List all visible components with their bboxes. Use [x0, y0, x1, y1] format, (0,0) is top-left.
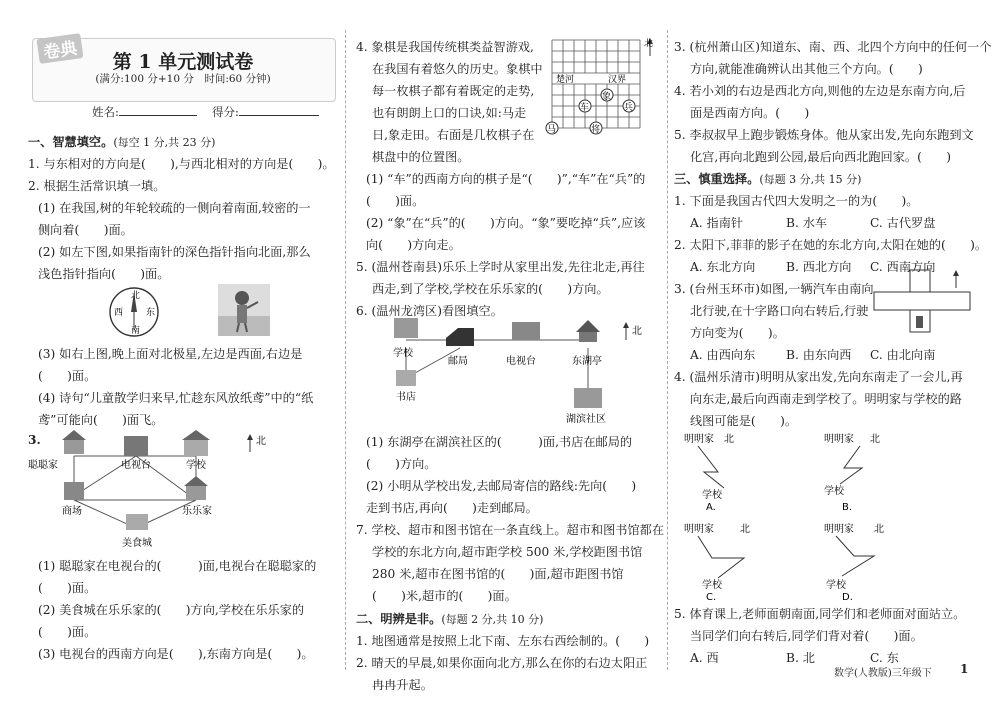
page-title: 第 1 单元测试卷	[112, 51, 254, 73]
question-4-line: 也有朗朗上口的口诀,如:马走	[372, 106, 527, 120]
option-b-label[interactable]: B.	[842, 502, 853, 513]
section-title: 三、慎重选择。	[674, 172, 760, 186]
map-label-community: 湖滨社区	[566, 414, 606, 425]
question-4-line: 在我国有着悠久的历史。象棋中	[372, 62, 543, 76]
left-column	[28, 0, 340, 706]
choice-2: 2. 太阳下,菲菲的影子在她的东北方向,太阳在她的( )。	[674, 238, 988, 252]
judge-4-cont: 面是西南方向。( )	[690, 106, 810, 120]
crossroad-figure	[874, 270, 970, 332]
chess-river-label: 楚河	[556, 75, 575, 85]
question-4-1-cont: ( )面。	[366, 194, 425, 208]
route-label-home: 明明家	[824, 434, 854, 445]
question-1: 1. 与东相对的方向是( ),与西北相对的方向是( )。	[28, 157, 335, 171]
judge-5-cont: 化宫,再向北跑到公园,最后向西北跑回家。( )	[690, 150, 952, 164]
choice-option[interactable]: A. 指南针	[690, 216, 744, 230]
choice-4-cont: 线图可能是( )。	[690, 414, 798, 428]
question-6-map	[376, 318, 656, 426]
choice-option[interactable]: A. 由西向东	[690, 348, 756, 362]
judge-3-cont: 方向,就能准确辨认出其他三个方向。( )	[690, 62, 923, 76]
choice-3: 3. (台州玉环市)如图,一辆汽车由南向	[674, 282, 874, 296]
compass-east-label: 东	[146, 308, 156, 318]
route-label-school: 学校	[702, 580, 722, 591]
choice-4: 4. (温州乐清市)明明从家出发,先向东南走了一会儿,再	[674, 370, 963, 384]
map-label-tv: 电视台	[121, 460, 151, 471]
choice-3-cont: 北行驶,在十字路口向右转后,行驶	[690, 304, 869, 318]
map-label-pavilion: 东湖亭	[572, 356, 602, 367]
column-divider	[667, 30, 669, 670]
compass-north-label: 北	[131, 291, 141, 301]
question-3-1: (1) 聪聪家在电视台的( )面,电视台在聪聪家的	[38, 559, 317, 573]
section-title: 二、明辨是非。	[356, 612, 442, 626]
choice-option[interactable]: C. 由北向南	[870, 348, 936, 362]
question-4-2: (2) “象”在“兵”的( )方向。“象”要吃掉“兵”,应该	[366, 216, 646, 230]
right-column	[674, 0, 992, 706]
question-3-map	[28, 430, 340, 554]
section-note: (每空 1 分,共 23 分)	[113, 136, 216, 149]
map-label-lele: 乐乐家	[182, 506, 212, 517]
question-4-1: (1) “车”的西南方向的棋子是“( )”,“车”在“兵”的	[366, 172, 646, 186]
compass-south-label: 南	[131, 326, 141, 336]
column-divider	[345, 30, 347, 670]
question-7-cont: 280 米,超市在图书馆的( )面,超市距图书馆	[372, 567, 624, 581]
section-note: (每题 2 分,共 10 分)	[441, 613, 544, 626]
map-label-tv: 电视台	[506, 356, 536, 367]
route-label-home: 明明家	[684, 434, 714, 445]
question-2-3-cont: ( )面。	[38, 369, 97, 383]
choice-option[interactable]: C. 西南方向	[870, 260, 936, 274]
route-label-home: 明明家	[824, 524, 854, 535]
chess-river-label: 汉界	[608, 75, 627, 85]
judge-2: 2. 晴天的早晨,如果你面向北方,那么在你的右边太阳正	[356, 656, 648, 670]
north-label: 北	[632, 326, 642, 337]
map-label-post: 邮局	[448, 356, 468, 367]
north-label: 北	[644, 39, 654, 49]
question-6-1: (1) 东湖亭在湖滨社区的( )面,书店在邮局的	[366, 435, 633, 449]
route-label-school: 学校	[826, 580, 846, 591]
map-label-bookstore: 书店	[396, 392, 416, 403]
question-6-2-cont: 走到书店,再向( )走到邮局。	[366, 501, 538, 515]
question-4-line: 日,象走田。右面是几枚棋子在	[372, 128, 535, 142]
question-2-1: (1) 在我国,树的年轮较疏的一侧向着南面,较密的一	[38, 201, 311, 215]
question-6: 6. (温州龙湾区)看图填空。	[356, 304, 503, 318]
question-3-2: (2) 美食城在乐乐家的( )方向,学校在乐乐家的	[38, 603, 305, 617]
section-title: 一、智慧填空。	[28, 135, 114, 149]
choice-5-cont: 当同学们向右转后,同学们背对着( )面。	[690, 629, 923, 643]
choice-1: 1. 下面是我国古代四大发明之一的为( )。	[674, 194, 919, 208]
question-2-4-cont: 鸢”可能向( )面飞。	[38, 413, 164, 427]
choice-5: 5. 体育课上,老师面朝南面,同学们和老师面对面站立。	[674, 607, 966, 621]
question-3-2-cont: ( )面。	[38, 625, 97, 639]
question-5: 5. (温州苍南县)乐乐上学时从家里出发,先往北走,再往	[356, 260, 645, 274]
chess-piece-soldier: 兵	[624, 103, 634, 113]
map-label-congcong: 聪聪家	[28, 460, 58, 471]
north-label: 北	[870, 434, 880, 445]
choice-option[interactable]: B. 西北方向	[786, 260, 852, 274]
chess-piece-general: 将	[591, 125, 601, 135]
question-2-2-cont: 浅色指针指向( )面。	[38, 267, 170, 281]
score-label: 得分:	[212, 105, 239, 119]
question-2-4: (4) 诗句“儿童散学归来早,忙趁东风放纸鸢”中的“纸	[38, 391, 314, 405]
judge-5: 5. 李叔叔早上跑步锻炼身体。他从家出发,先向东跑到文	[674, 128, 974, 142]
choice-option[interactable]: A. 西	[690, 651, 719, 665]
route-label-home: 明明家	[684, 524, 714, 535]
map-label-school: 学校	[393, 348, 413, 359]
route-options-figure	[684, 432, 974, 603]
question-5-cont: 西走,到了学校,学校在乐乐家的( )方向。	[372, 282, 609, 296]
section-note: (每题 3 分,共 15 分)	[759, 173, 862, 186]
question-4: 4. 象棋是我国传统棋类益智游戏,	[356, 40, 534, 54]
option-c-label[interactable]: C.	[706, 592, 717, 603]
question-3-3: (3) 电视台的西南方向是( ),东南方向是( )。	[38, 647, 314, 661]
choice-option[interactable]: B. 北	[786, 651, 815, 665]
question-7: 7. 学校、超市和图书馆在一条直线上。超市和图书馆都在	[356, 523, 665, 537]
choice-option[interactable]: A. 东北方向	[690, 260, 756, 274]
option-a-label[interactable]: A.	[706, 502, 716, 513]
judge-2-cont: 冉冉升起。	[372, 678, 433, 692]
question-3: 3.	[28, 433, 41, 447]
question-2: 2. 根据生活常识填一填。	[28, 179, 166, 193]
choice-option[interactable]: B. 水车	[786, 216, 828, 230]
compass-west-label: 西	[114, 308, 124, 318]
route-label-school: 学校	[824, 486, 844, 497]
choice-3-cont: 方向变为( )。	[690, 326, 785, 340]
choice-4-cont: 向东走,最后向西南走到学校了。明明家与学校的路	[690, 392, 962, 406]
choice-option[interactable]: C. 古代罗盘	[870, 216, 936, 230]
question-6-1-cont: ( )方向。	[366, 457, 437, 471]
question-2-2: (2) 如左下图,如果指南针的深色指针指向北面,那么	[38, 245, 311, 259]
page-number: 1	[960, 662, 969, 676]
north-label: 北	[874, 524, 884, 535]
route-label-school: 学校	[702, 490, 722, 501]
question-2-1-cont: 侧向着( )面。	[38, 223, 133, 237]
question-3-1-cont: ( )面。	[38, 581, 97, 595]
question-4-line: 每一枚棋子都有着既定的走势,	[372, 84, 535, 98]
footer-text: 数学(人教版)三年级下	[834, 668, 932, 679]
chess-piece-horse: 马	[547, 125, 557, 135]
chess-board-figure	[548, 36, 660, 140]
page-subtitle: (满分:100 分+10 分 时间:60 分钟)	[95, 73, 271, 85]
north-label: 北	[724, 434, 734, 445]
choice-option[interactable]: B. 由东向西	[786, 348, 852, 362]
chess-piece-cart: 车	[580, 103, 590, 113]
logo: 卷典	[36, 33, 83, 64]
name-label: 姓名:	[92, 105, 119, 119]
north-label: 北	[740, 524, 750, 535]
map-label-mall: 商场	[62, 506, 82, 517]
question-7-cont: 学校的东北方向,超市距学校 500 米,学校距图书馆	[372, 545, 643, 559]
question-6-2: (2) 小明从学校出发,去邮局寄信的路线:先向( )	[366, 479, 637, 493]
north-label: 北	[256, 436, 266, 447]
map-label-food: 美食城	[122, 538, 152, 549]
question-7-cont: ( )米,超市的( )面。	[372, 589, 517, 603]
choice-option[interactable]: C. 东	[870, 651, 899, 665]
question-4-2-cont: 向( )方向走。	[366, 238, 461, 252]
option-d-label[interactable]: D.	[842, 592, 853, 603]
compass-figure	[108, 284, 172, 342]
judge-4: 4. 若小刘的右边是西北方向,则他的左边是东南方向,后	[674, 84, 966, 98]
judge-3: 3. (杭州萧山区)知道东、南、西、北四个方向中的任何一个	[674, 40, 992, 54]
question-2-3: (3) 如右上图,晚上面对北极星,左边是西面,右边是	[38, 347, 303, 361]
judge-1: 1. 地图通常是按照上北下南、左东右西绘制的。( )	[356, 634, 650, 648]
chess-piece-elephant: 象	[602, 92, 612, 102]
middle-column	[356, 0, 666, 706]
child-pointing-illustration	[218, 284, 270, 336]
map-label-school: 学校	[186, 460, 206, 471]
question-4-line: 棋盘中的位置图。	[372, 150, 470, 164]
